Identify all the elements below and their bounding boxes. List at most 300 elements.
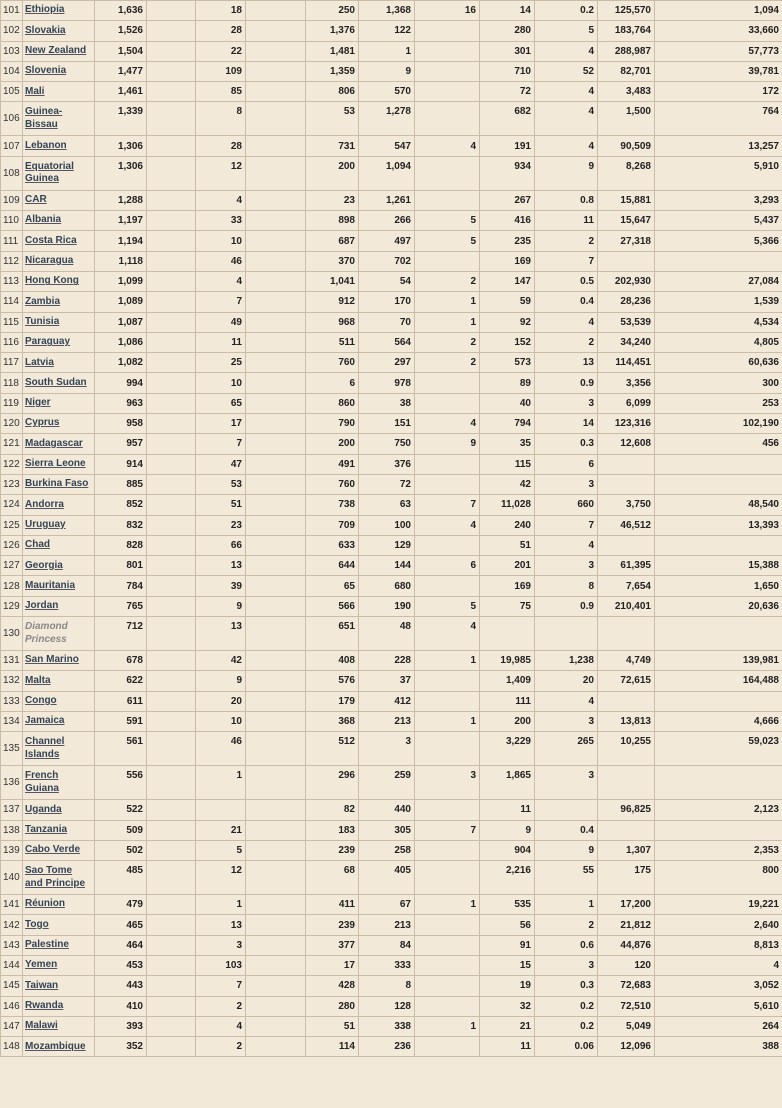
rank-cell <box>1 766 23 800</box>
cases-per-million-cell <box>480 711 535 731</box>
total-recovered-cell <box>306 955 359 975</box>
country-cell <box>23 515 95 535</box>
country-link[interactable]: Cyprus <box>25 417 60 429</box>
new-cases-cell <box>147 495 196 515</box>
table-row <box>1 976 782 996</box>
tests-per-million-cell <box>655 671 782 691</box>
total-recovered-cell <box>306 21 359 41</box>
country-link[interactable]: New Zealand <box>25 44 87 56</box>
tests-per-million-cell <box>655 353 782 373</box>
total-recovered-value: 296 <box>338 770 355 782</box>
table-row <box>1 861 782 895</box>
country-link[interactable]: Togo <box>25 918 49 930</box>
total-deaths-cell <box>196 596 246 616</box>
rank-value: 113 <box>3 276 19 288</box>
total-deaths-value: 7 <box>236 980 242 992</box>
cases-per-million-cell <box>480 1037 535 1057</box>
total-cases-value: 1,477 <box>117 66 143 78</box>
country-link[interactable]: Madagascar <box>25 437 83 449</box>
deaths-per-million-cell <box>535 861 598 895</box>
rank-value: 140 <box>3 872 20 884</box>
rank-cell <box>1 495 23 515</box>
new-cases-cell <box>147 393 196 413</box>
total-recovered-cell <box>306 935 359 955</box>
rank-value: 143 <box>3 939 20 951</box>
deaths-per-million-value: 4 <box>588 316 594 328</box>
tests-per-million-cell <box>655 82 782 102</box>
total-recovered-value: 1,376 <box>329 25 355 37</box>
table-row <box>1 915 782 935</box>
deaths-per-million-cell <box>535 353 598 373</box>
total-cases-cell <box>95 576 147 596</box>
deaths-per-million-value: 9 <box>588 160 594 172</box>
deaths-per-million-value: 0.8 <box>580 194 594 206</box>
country-link[interactable]: Réunion <box>25 898 65 910</box>
total-recovered-cell <box>306 515 359 535</box>
country-link[interactable]: Malta <box>25 674 51 686</box>
tests-per-million-cell <box>655 820 782 840</box>
rank-value: 122 <box>3 458 20 470</box>
country-link[interactable]: Slovenia <box>25 65 67 77</box>
table-row <box>1 292 782 312</box>
new-cases-cell <box>147 996 196 1016</box>
total-cases-cell <box>95 651 147 671</box>
total-deaths-value: 49 <box>230 316 242 328</box>
tests-per-million-cell <box>655 211 782 231</box>
tests-per-million-value: 5,910 <box>753 160 779 172</box>
country-link[interactable]: Niger <box>25 397 51 409</box>
cases-per-million-value: 19,985 <box>500 655 531 667</box>
rank-cell <box>1 82 23 102</box>
serious-critical-cell <box>415 1016 480 1036</box>
tests-per-million-cell <box>655 976 782 996</box>
table-row <box>1 596 782 616</box>
country-link[interactable]: Equatorial Guinea <box>25 160 74 185</box>
country-cell <box>23 21 95 41</box>
total-recovered-value: 51 <box>343 1021 355 1033</box>
new-cases-cell <box>147 211 196 231</box>
serious-critical-cell <box>415 895 480 915</box>
total-deaths-value: 5 <box>236 844 242 856</box>
tests-per-million-cell <box>655 556 782 576</box>
deaths-per-million-cell <box>535 840 598 860</box>
cases-per-million-cell <box>480 434 535 454</box>
serious-critical-value: 1 <box>470 899 476 911</box>
table-row <box>1 271 782 291</box>
tests-per-million-cell <box>655 955 782 975</box>
new-cases-cell <box>147 935 196 955</box>
active-cases-cell <box>359 691 415 711</box>
serious-critical-cell <box>415 454 480 474</box>
country-link[interactable]: Sao Tome and Principe <box>25 865 86 889</box>
cases-per-million-value: 169 <box>514 580 531 592</box>
new-cases-cell <box>147 353 196 373</box>
tests-per-million-cell <box>655 454 782 474</box>
country-link[interactable]: Uruguay <box>25 518 66 530</box>
total-deaths-cell <box>196 136 246 156</box>
country-link[interactable]: Andorra <box>25 498 64 510</box>
country-cell <box>23 231 95 251</box>
total-cases-cell <box>95 393 147 413</box>
total-tests-cell <box>598 515 655 535</box>
total-recovered-cell <box>306 1016 359 1036</box>
country-link[interactable]: Ethiopia <box>25 4 65 16</box>
total-recovered-cell <box>306 454 359 474</box>
country-link[interactable]: Latvia <box>25 356 54 368</box>
country-link[interactable]: French Guiana <box>25 770 59 794</box>
country-link[interactable]: Slovakia <box>25 24 66 36</box>
new-cases-cell <box>147 474 196 494</box>
country-link[interactable]: Uganda <box>25 803 62 815</box>
active-cases-cell <box>359 955 415 975</box>
total-deaths-value: 42 <box>230 655 242 667</box>
new-cases-cell <box>147 82 196 102</box>
table-row <box>1 732 782 766</box>
total-tests-cell <box>598 414 655 434</box>
active-cases-cell <box>359 312 415 332</box>
active-cases-value: 259 <box>394 770 411 782</box>
table-row <box>1 474 782 494</box>
total-tests-value: 3,483 <box>625 86 651 98</box>
total-recovered-value: 53 <box>343 106 355 118</box>
rank-value: 117 <box>3 357 19 369</box>
total-deaths-value: 109 <box>225 66 242 78</box>
country-link[interactable]: Hong Kong <box>25 275 79 287</box>
new-cases-cell <box>147 190 196 210</box>
cases-per-million-value: 200 <box>514 716 531 728</box>
total-tests-cell <box>598 955 655 975</box>
cases-per-million-cell <box>480 596 535 616</box>
total-deaths-value: 2 <box>236 1000 242 1012</box>
country-link[interactable]: Albania <box>25 214 62 226</box>
total-tests-value: 82,701 <box>620 66 651 78</box>
total-recovered-cell <box>306 1037 359 1057</box>
tests-per-million-value: 2,640 <box>753 919 779 931</box>
serious-critical-cell <box>415 434 480 454</box>
active-cases-value: 236 <box>394 1041 411 1053</box>
cases-per-million-value: 111 <box>515 695 531 707</box>
deaths-per-million-cell <box>535 61 598 81</box>
new-deaths-cell <box>246 1 306 21</box>
active-cases-value: 38 <box>399 397 411 409</box>
total-cases-cell <box>95 312 147 332</box>
serious-critical-value: 4 <box>470 418 476 430</box>
table-row <box>1 61 782 81</box>
country-link[interactable]: Lebanon <box>25 139 67 151</box>
serious-critical-cell <box>415 651 480 671</box>
tests-per-million-cell <box>655 711 782 731</box>
total-tests-cell <box>598 211 655 231</box>
country-cell <box>23 955 95 975</box>
country-name: Diamond Princess <box>25 621 68 645</box>
total-recovered-value: 898 <box>338 215 355 227</box>
total-recovered-cell <box>306 535 359 555</box>
deaths-per-million-cell <box>535 102 598 136</box>
country-link[interactable]: CAR <box>25 194 47 206</box>
total-recovered-value: 65 <box>343 580 355 592</box>
table-row <box>1 414 782 434</box>
active-cases-cell <box>359 711 415 731</box>
rank-value: 116 <box>3 337 19 348</box>
tests-per-million-value: 102,190 <box>742 418 779 430</box>
serious-critical-value: 7 <box>470 824 476 836</box>
total-recovered-cell <box>306 576 359 596</box>
total-deaths-value: 13 <box>230 621 242 633</box>
deaths-per-million-value: 7 <box>588 255 594 267</box>
total-recovered-cell <box>306 41 359 61</box>
country-link[interactable]: Jamaica <box>25 715 65 727</box>
total-deaths-value: 17 <box>230 418 242 430</box>
total-tests-cell <box>598 1 655 21</box>
rank-cell <box>1 102 23 136</box>
total-tests-value: 72,510 <box>620 1000 651 1012</box>
new-deaths-cell <box>246 820 306 840</box>
total-recovered-cell <box>306 434 359 454</box>
total-recovered-value: 183 <box>338 824 355 836</box>
total-tests-value: 12,608 <box>620 438 651 450</box>
country-link[interactable]: Paraguay <box>25 336 71 348</box>
country-link[interactable]: Mozambique <box>25 1040 86 1052</box>
rank-value: 126 <box>3 539 20 551</box>
active-cases-value: 144 <box>394 560 411 572</box>
total-deaths-value: 4 <box>236 1021 242 1033</box>
cases-per-million-cell <box>480 766 535 800</box>
new-cases-cell <box>147 535 196 555</box>
country-link[interactable]: Burkina Faso <box>25 478 89 490</box>
rank-cell <box>1 312 23 332</box>
deaths-per-million-cell <box>535 211 598 231</box>
total-recovered-value: 17 <box>343 960 355 972</box>
serious-critical-cell <box>415 231 480 251</box>
serious-critical-cell <box>415 156 480 190</box>
active-cases-cell <box>359 840 415 860</box>
tests-per-million-cell <box>655 332 782 352</box>
deaths-per-million-cell <box>535 312 598 332</box>
tests-per-million-cell <box>655 495 782 515</box>
total-recovered-cell <box>306 596 359 616</box>
total-tests-value: 1,500 <box>625 106 651 118</box>
tests-per-million-cell <box>655 861 782 895</box>
country-link[interactable]: Georgia <box>25 559 63 571</box>
new-cases-cell <box>147 434 196 454</box>
country-link[interactable]: Costa Rica <box>25 234 77 246</box>
serious-critical-cell <box>415 732 480 766</box>
total-cases-cell <box>95 373 147 393</box>
country-link[interactable]: Nicaragua <box>25 255 74 267</box>
total-recovered-value: 651 <box>338 621 355 633</box>
country-cell <box>23 840 95 860</box>
total-recovered-cell <box>306 102 359 136</box>
country-link[interactable]: Taiwan <box>25 979 59 991</box>
country-cell <box>23 617 95 651</box>
country-link[interactable]: Tunisia <box>25 315 60 327</box>
serious-critical-value: 1 <box>470 655 476 667</box>
deaths-per-million-cell <box>535 732 598 766</box>
total-cases-cell <box>95 691 147 711</box>
active-cases-value: 122 <box>394 25 411 37</box>
deaths-per-million-value: 3 <box>588 397 594 409</box>
table-row <box>1 332 782 352</box>
table-row <box>1 556 782 576</box>
deaths-per-million-value: 3 <box>588 479 594 491</box>
country-cell <box>23 596 95 616</box>
table-row <box>1 373 782 393</box>
new-cases-cell <box>147 766 196 800</box>
deaths-per-million-cell <box>535 996 598 1016</box>
cases-per-million-value: 682 <box>514 106 531 118</box>
total-recovered-cell <box>306 976 359 996</box>
deaths-per-million-cell <box>535 800 598 820</box>
total-cases-value: 1,194 <box>117 235 143 247</box>
new-deaths-cell <box>246 393 306 413</box>
country-link[interactable]: Cabo Verde <box>25 844 81 856</box>
total-cases-value: 465 <box>126 919 143 931</box>
rank-cell <box>1 61 23 81</box>
cases-per-million-value: 191 <box>514 140 531 152</box>
country-link[interactable]: Yemen <box>25 959 58 971</box>
total-tests-cell <box>598 1016 655 1036</box>
total-tests-cell <box>598 766 655 800</box>
total-cases-value: 1,089 <box>117 296 143 308</box>
serious-critical-cell <box>415 1 480 21</box>
country-link[interactable]: Guinea-Bissau <box>25 106 63 130</box>
active-cases-cell <box>359 556 415 576</box>
serious-critical-cell <box>415 495 480 515</box>
new-cases-cell <box>147 955 196 975</box>
total-cases-cell <box>95 41 147 61</box>
serious-critical-value: 5 <box>470 215 476 227</box>
serious-critical-cell <box>415 935 480 955</box>
active-cases-cell <box>359 1 415 21</box>
serious-critical-cell <box>415 373 480 393</box>
deaths-per-million-cell <box>535 434 598 454</box>
total-cases-cell <box>95 495 147 515</box>
total-cases-value: 611 <box>126 695 143 707</box>
country-link[interactable]: Rwanda <box>25 999 64 1011</box>
country-cell <box>23 82 95 102</box>
tests-per-million-value: 1,650 <box>753 580 779 592</box>
deaths-per-million-cell <box>535 21 598 41</box>
rank-value: 134 <box>3 716 20 728</box>
total-recovered-value: 1,041 <box>329 276 355 288</box>
total-tests-value: 1,307 <box>625 844 651 856</box>
deaths-per-million-cell <box>535 190 598 210</box>
new-deaths-cell <box>246 332 306 352</box>
country-link[interactable]: South Sudan <box>25 376 87 388</box>
total-recovered-value: 411 <box>338 899 355 911</box>
new-deaths-cell <box>246 156 306 190</box>
tests-per-million-value: 3,293 <box>753 194 779 206</box>
total-cases-cell <box>95 976 147 996</box>
country-link[interactable]: Channel Islands <box>25 736 65 760</box>
table-row <box>1 495 782 515</box>
new-cases-cell <box>147 800 196 820</box>
total-tests-cell <box>598 861 655 895</box>
serious-critical-cell <box>415 21 480 41</box>
total-recovered-cell <box>306 691 359 711</box>
country-link[interactable]: Sierra Leone <box>25 458 86 470</box>
country-link[interactable]: Mali <box>25 85 45 97</box>
table-row <box>1 617 782 651</box>
rank-cell <box>1 996 23 1016</box>
tests-per-million-value: 13,257 <box>748 140 779 152</box>
total-recovered-value: 968 <box>338 316 355 328</box>
total-deaths-value: 25 <box>230 357 242 369</box>
active-cases-cell <box>359 1016 415 1036</box>
total-cases-cell <box>95 434 147 454</box>
new-deaths-cell <box>246 955 306 975</box>
deaths-per-million-cell <box>535 955 598 975</box>
new-deaths-cell <box>246 190 306 210</box>
total-recovered-cell <box>306 136 359 156</box>
active-cases-cell <box>359 231 415 251</box>
country-cell <box>23 474 95 494</box>
cases-per-million-cell <box>480 61 535 81</box>
tests-per-million-cell <box>655 535 782 555</box>
total-deaths-cell <box>196 82 246 102</box>
country-cell <box>23 61 95 81</box>
deaths-per-million-value: 3 <box>588 770 594 782</box>
serious-critical-value: 6 <box>470 560 476 572</box>
country-link[interactable]: Palestine <box>25 939 69 951</box>
country-link[interactable]: Congo <box>25 695 57 706</box>
new-cases-cell <box>147 1016 196 1036</box>
cases-per-million-cell <box>480 976 535 996</box>
total-tests-cell <box>598 976 655 996</box>
rank-value: 129 <box>3 600 20 612</box>
country-link[interactable]: Zambia <box>25 295 61 307</box>
total-cases-cell <box>95 61 147 81</box>
new-deaths-cell <box>246 671 306 691</box>
total-cases-value: 1,636 <box>117 5 143 17</box>
country-link[interactable]: San Marino <box>25 654 79 666</box>
new-cases-cell <box>147 576 196 596</box>
total-deaths-cell <box>196 732 246 766</box>
total-recovered-value: 1,359 <box>329 66 355 78</box>
table-row <box>1 1016 782 1036</box>
country-link[interactable]: Tanzania <box>25 823 68 835</box>
total-recovered-value: 408 <box>338 655 355 667</box>
total-cases-value: 963 <box>126 397 143 409</box>
total-tests-cell <box>598 556 655 576</box>
rank-cell <box>1 617 23 651</box>
cases-per-million-cell <box>480 231 535 251</box>
serious-critical-cell <box>415 61 480 81</box>
serious-critical-value: 9 <box>470 438 476 450</box>
cases-per-million-cell <box>480 996 535 1016</box>
tests-per-million-value: 19,221 <box>748 899 779 911</box>
total-deaths-cell <box>196 1016 246 1036</box>
serious-critical-cell <box>415 691 480 711</box>
active-cases-cell <box>359 671 415 691</box>
new-cases-cell <box>147 840 196 860</box>
serious-critical-value: 2 <box>470 276 476 288</box>
rank-value: 114 <box>3 296 19 308</box>
new-deaths-cell <box>246 312 306 332</box>
total-tests-cell <box>598 454 655 474</box>
active-cases-cell <box>359 271 415 291</box>
country-link[interactable]: Chad <box>25 539 50 551</box>
total-tests-value: 10,255 <box>620 736 651 748</box>
country-link[interactable]: Mauritania <box>25 579 76 591</box>
country-cell <box>23 895 95 915</box>
country-link[interactable]: Jordan <box>25 600 59 612</box>
country-link[interactable]: Malawi <box>25 1020 58 1032</box>
tests-per-million-cell <box>655 61 782 81</box>
active-cases-value: 100 <box>394 519 411 531</box>
total-tests-cell <box>598 434 655 454</box>
total-tests-value: 5,049 <box>625 1021 651 1033</box>
